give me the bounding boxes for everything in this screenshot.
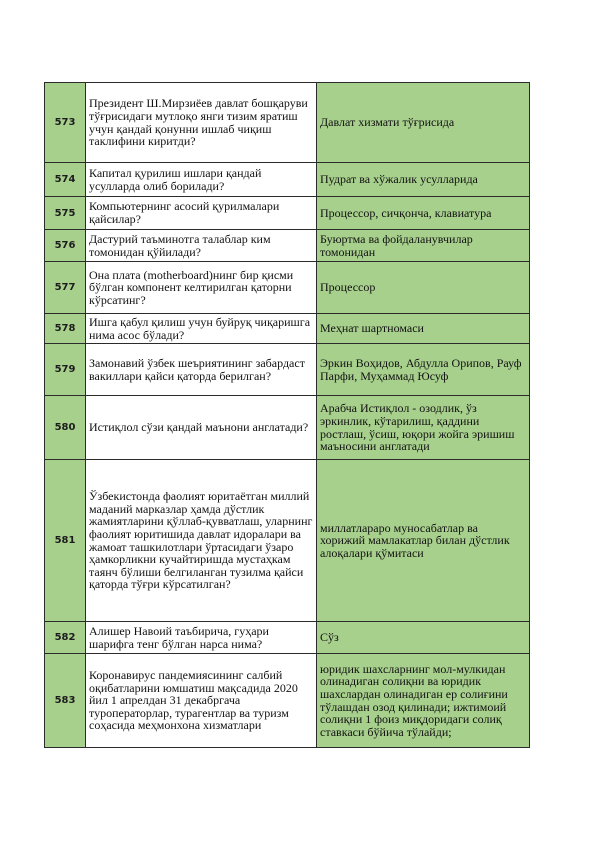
answer-cell: Арабча Истиқлол - озодлик, ўз эркинлик, кўтарилиш, қаддини ростлаш, ўсиш, юқори жойга эришиш маъносини англатади	[317, 396, 530, 460]
question-cell: Президент Ш.Мирзиёев давлат бошқаруви тўғрисидаги мутлоқо янги тизим яратиш учун қандай қонунни ишлаб чиқиш таклифини киритди?	[86, 83, 317, 163]
qa-table	[44, 82, 530, 748]
question-cell: Она плата (motherboard)нинг бир қисми бўлган компонент келтирилган қаторни кўрсатинг?	[86, 262, 317, 314]
table-row	[45, 262, 530, 314]
question-cell: Алишер Навоий таъбирича, гуҳари шарифга тенг бўлган нарса нима?	[86, 622, 317, 654]
table-row	[45, 197, 530, 230]
table-row	[45, 654, 530, 748]
answer-cell: Буюртма ва фойдаланувчилар томонидан	[317, 230, 530, 262]
question-cell: Дастурий таъминотга талаблар ким томонидан қўйилади?	[86, 230, 317, 262]
table-row	[45, 163, 530, 197]
answer-cell: Сўз	[317, 622, 530, 654]
row-number: 583	[45, 654, 86, 748]
answer-cell: Давлат хизмати тўғрисида	[317, 83, 530, 163]
table-row	[45, 83, 530, 163]
answer-cell: Меҳнат шартномаси	[317, 314, 530, 344]
answer-cell: миллатлараро муносабатлар ва хорижий мамлакатлар билан дўстлик алоқалари қўмитаси	[317, 460, 530, 622]
table-row	[45, 230, 530, 262]
table-row	[45, 396, 530, 460]
answer-cell: юридик шахсларнинг мол-мулкидан олинадиган солиқни ва юридик шахслардан олинадиган ер солиғини тўлашдан озод қилинади; ижтимоий солиқни 1 фоиз миқдоридаги солиқ ставкаси бўйича тўлайди;	[317, 654, 530, 748]
row-number: 575	[45, 197, 86, 230]
qa-table-container	[44, 82, 530, 748]
question-cell: Коронавирус пандемиясининг салбий оқибатларини юмшатиш мақсадида 2020 йил 1 апрелдан 31 декабргача туроператорлар, турагентлар ва туризм соҳасида меҳмонхона хизматлари	[86, 654, 317, 748]
row-number: 579	[45, 344, 86, 396]
question-cell: Истиқлол сўзи қандай маънони англатади?	[86, 396, 317, 460]
table-row	[45, 622, 530, 654]
answer-cell: Процессор	[317, 262, 530, 314]
answer-cell: Процессор, сичқонча, клавиатура	[317, 197, 530, 230]
question-cell: Ишга қабул қилиш учун буйруқ чиқаришга нима асос бўлади?	[86, 314, 317, 344]
row-number: 581	[45, 460, 86, 622]
question-cell: Компьютернинг асосий қурилмалари қайсилар?	[86, 197, 317, 230]
answer-cell: Эркин Воҳидов, Абдулла Орипов, Рауф Парфи, Муҳаммад Юсуф	[317, 344, 530, 396]
row-number: 577	[45, 262, 86, 314]
question-cell: Капитал қурилиш ишлари қандай усулларда олиб борилади?	[86, 163, 317, 197]
row-number: 573	[45, 83, 86, 163]
question-cell: Замонавий ўзбек шеъриятининг забардаст вакиллари қайси қаторда берилган?	[86, 344, 317, 396]
answer-cell: Пудрат ва хўжалик усулларида	[317, 163, 530, 197]
row-number: 580	[45, 396, 86, 460]
row-number: 582	[45, 622, 86, 654]
table-row	[45, 460, 530, 622]
table-row	[45, 344, 530, 396]
row-number: 574	[45, 163, 86, 197]
row-number: 576	[45, 230, 86, 262]
question-cell: Ўзбекистонда фаолият юритаётган миллий маданий марказлар ҳамда дўстлик жамиятларини қўллаб-қувватлаш, уларнинг фаолият юритишида давлат идоралари ва жамоат ташкилотлари ўртасидаги ўзаро ҳамкорликни кучайтиришда мустаҳкам таянч бўлиши белгиланган тузилма қайси қаторда тўғри кўрсатилган?	[86, 460, 317, 622]
table-row	[45, 314, 530, 344]
row-number: 578	[45, 314, 86, 344]
